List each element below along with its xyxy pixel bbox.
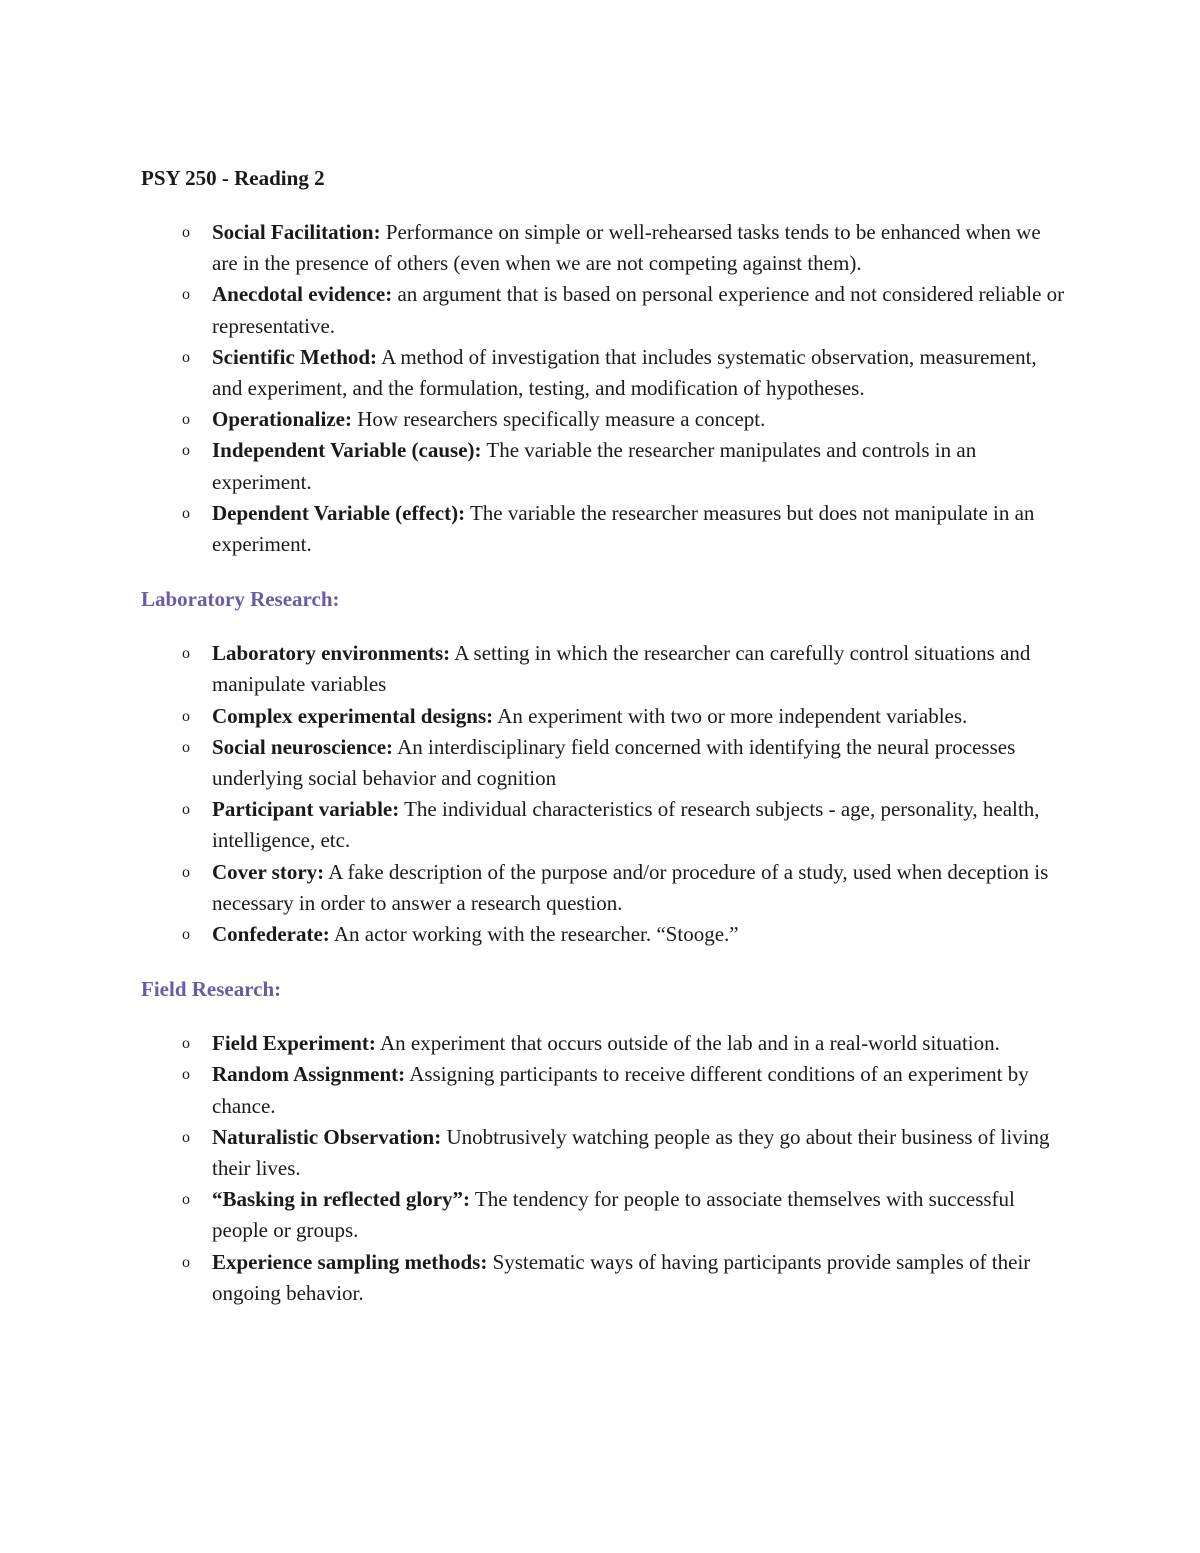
definition: Assigning participants to receive different conditions of an experiment by chance. xyxy=(212,1062,1029,1118)
bullet-icon: o xyxy=(182,224,190,241)
list-item xyxy=(141,342,1071,404)
definition: An experiment that occurs outside of the lab and in a real-world situation. xyxy=(375,1031,1000,1056)
term: Complex experimental designs: xyxy=(212,703,494,728)
bullet-icon: o xyxy=(182,1128,190,1146)
list-item xyxy=(141,435,1071,497)
definition: A setting in which the researcher can carefully control situations and manipulate variables xyxy=(212,641,1031,697)
bullet-icon: o xyxy=(182,926,190,944)
bullet-icon: o xyxy=(182,1066,190,1084)
term: Naturalistic Observation: xyxy=(212,1124,442,1149)
list-item xyxy=(141,638,1071,700)
definition: Unobtrusively watching people as they go about their business of living their lives. xyxy=(212,1124,1050,1181)
term: Operationalize: xyxy=(212,407,352,432)
term: Participant variable: xyxy=(212,797,400,822)
list-item xyxy=(141,732,1071,794)
bullet-icon: o xyxy=(182,411,190,429)
term: Social neuroscience: xyxy=(212,734,394,759)
list-item xyxy=(141,701,1071,732)
bullet-icon: o xyxy=(182,1253,190,1271)
definition: An actor working with the researcher. “Stooge.” xyxy=(329,922,739,947)
term: Experience sampling methods: xyxy=(212,1249,488,1274)
definition: Performance on simple or well-rehearsed tasks tends to be enhanced when we are in the presence of others (even when we are not competing against them). xyxy=(212,220,1041,276)
bullet-icon: o xyxy=(182,645,190,663)
term: Random Assignment: xyxy=(212,1062,406,1087)
bullet-icon: o xyxy=(182,863,190,881)
definition: A fake description of the purpose and/or procedure of a study, used when deception is necessary in order to answer a research question. xyxy=(212,859,1049,915)
list-item xyxy=(141,279,1071,341)
term-list-intro xyxy=(141,217,1071,560)
definition: Systematic ways of having participants provide samples of their ongoing behavior. xyxy=(212,1249,1031,1305)
definition: How researchers specifically measure a concept. xyxy=(351,407,766,432)
definition: The tendency for people to associate themselves with successful people or groups. xyxy=(212,1187,1015,1243)
list-item xyxy=(141,498,1071,560)
term: Cover story: xyxy=(212,859,325,884)
document-page xyxy=(141,163,1071,1309)
term: Laboratory environments: xyxy=(212,641,451,666)
list-item xyxy=(141,404,1071,435)
bullet-icon: o xyxy=(182,1035,190,1053)
bullet-icon: o xyxy=(182,1191,190,1209)
term: Confederate: xyxy=(212,922,330,947)
term: Field Experiment: xyxy=(212,1031,376,1056)
section-heading-laboratory: Laboratory Research: xyxy=(141,587,340,612)
bullet-icon: o xyxy=(182,738,190,756)
document-title: PSY 250 - Reading 2 xyxy=(141,166,325,190)
list-item xyxy=(141,1247,1071,1309)
definition: The variable the researcher manipulates and controls in an experiment. xyxy=(212,438,977,494)
definition: The individual characteristics of research subjects - age, personality, health, intelligence, etc. xyxy=(212,797,1040,853)
definition: An experiment with two or more independent variables. xyxy=(493,703,968,728)
list-item xyxy=(141,1184,1071,1246)
list-item xyxy=(141,1059,1071,1121)
term: Scientific Method: xyxy=(212,344,378,369)
term-list-field xyxy=(141,1028,1071,1309)
bullet-icon: o xyxy=(182,348,190,366)
term: “Basking in reflected glory”: xyxy=(212,1187,471,1212)
term: Dependent Variable (effect): xyxy=(212,500,466,525)
term: Independent Variable (cause): xyxy=(212,438,482,463)
section-heading-field: Field Research: xyxy=(141,977,282,1002)
list-item xyxy=(141,794,1071,856)
bullet-icon: o xyxy=(182,504,190,522)
list-item xyxy=(141,217,1071,279)
bullet-icon: o xyxy=(182,442,190,460)
list-item xyxy=(141,919,1071,950)
definition: An interdisciplinary field concerned with identifying the neural processes underlying social behavior and cognition xyxy=(212,734,1016,791)
definition: The variable the researcher measures but does not manipulate in an experiment. xyxy=(212,500,1035,557)
definition: an argument that is based on personal experience and not considered reliable or representative. xyxy=(212,282,1065,338)
bullet-icon: o xyxy=(182,286,190,304)
list-item xyxy=(141,1028,1071,1059)
bullet-icon: o xyxy=(182,801,190,819)
term-list-laboratory xyxy=(141,638,1071,950)
definition: A method of investigation that includes systematic observation, measurement, and experiment, and the formulation, testing, and modification of hypotheses. xyxy=(212,344,1037,401)
bullet-icon: o xyxy=(182,707,190,725)
term: Anecdotal evidence: xyxy=(212,282,393,307)
list-item xyxy=(141,857,1071,919)
term: Social Facilitation: xyxy=(212,220,381,244)
list-item xyxy=(141,1122,1071,1184)
